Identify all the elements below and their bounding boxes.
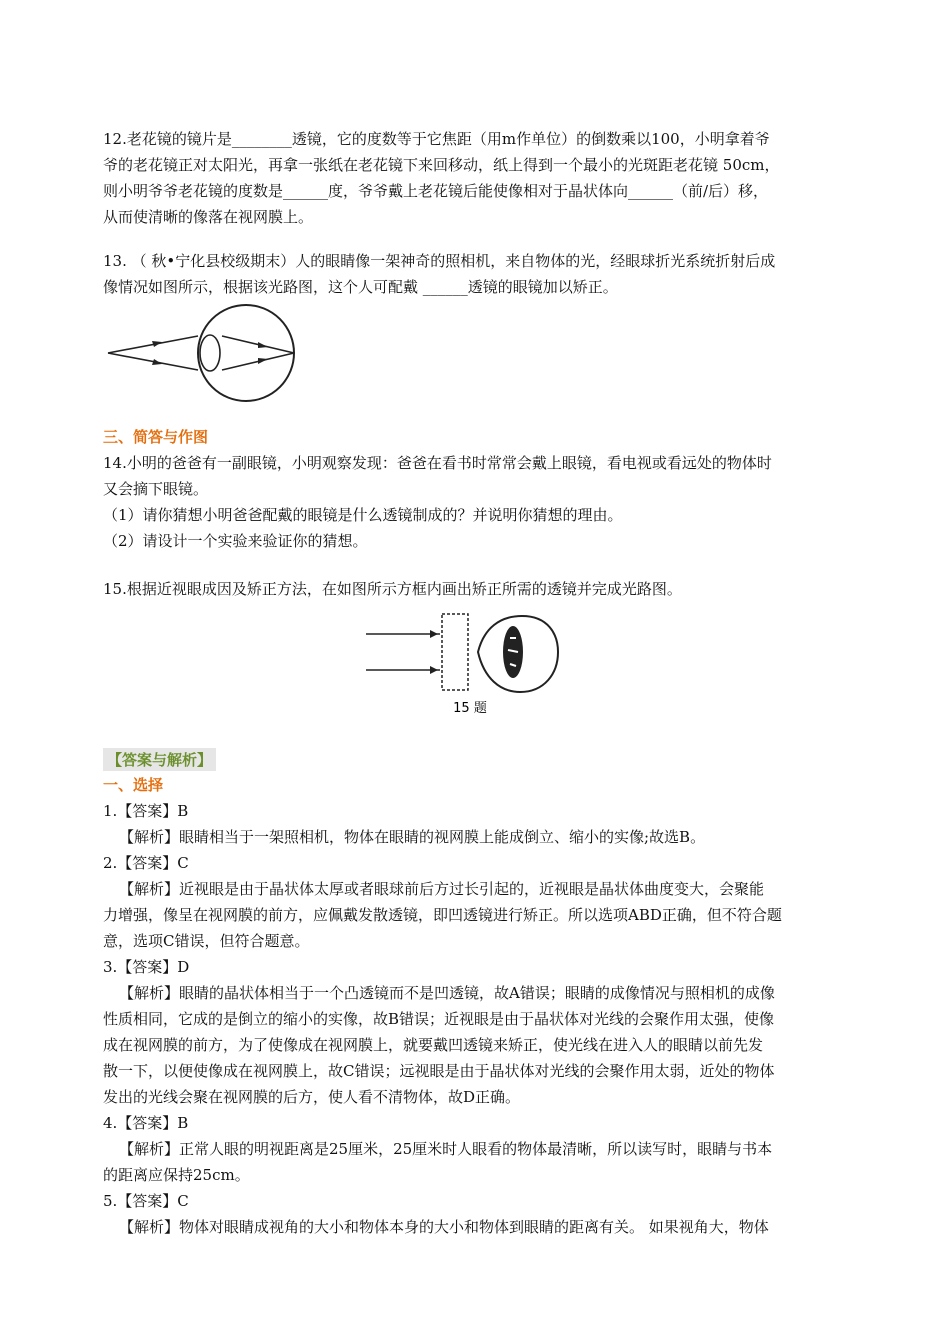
question-15 [103, 576, 853, 602]
answers-title: 【答案与解析】 [103, 748, 216, 771]
arrow-icon [258, 342, 268, 348]
question-13-line: 13. （ 秋•宁化县校级期末）人的眼睛像一架神奇的照相机，来自物体的光，经眼球折光系统折射后成 [103, 252, 776, 270]
analysis-line: 的距离应保持25cm。 [103, 1166, 250, 1184]
answer-list [103, 798, 853, 1240]
answer-label: 5.【答案】C [103, 1192, 189, 1210]
analysis-line: 【解析】眼睛相当于一架照相机，物体在眼睛的视网膜上能成倒立、缩小的实像;故选B。 [119, 828, 706, 846]
answer-label: 2.【答案】C [103, 854, 189, 872]
question-15-line: 15.根据近视眼成因及矫正方法，在如图所示方框内画出矫正所需的透镜并完成光路图。 [103, 580, 682, 598]
arrow-icon [152, 341, 162, 347]
section-heading: 三、简答与作图 [103, 428, 209, 446]
lens-shape [200, 335, 220, 371]
question-13-line: 像情况如图所示，根据该光路图，这个人可配戴 ______透镜的眼镜加以矫正。 [103, 278, 618, 296]
arrow-icon [152, 359, 162, 365]
answer-label: 4.【答案】B [103, 1114, 189, 1132]
question-14-line: 14.小明的爸爸有一副眼镜，小明观察发现：爸爸在看书时常常会戴上眼镜，看电视或看远处的物体时 [103, 454, 772, 472]
arrow-icon [430, 630, 438, 638]
question-12-line: 12.老花镜的镜片是________透镜，它的度数等于它焦距（用m作单位）的倒数乘以100，小明拿着爷 [103, 130, 770, 148]
eyeball-outline [198, 305, 294, 401]
figure-caption: 15 题 [453, 701, 487, 716]
analysis-line: 散一下，以便使像成在视网膜上，故C错误；远视眼是由于晶状体对光线的会聚作用太弱，近处的物体 [103, 1062, 775, 1080]
question-12-line: 从而使清晰的像落在视网膜上。 [103, 208, 314, 226]
answer-label: 3.【答案】D [103, 958, 190, 976]
question-14-line: 又会摘下眼镜。 [103, 480, 209, 498]
section-heading: 一、选择 [103, 776, 164, 794]
arrow-icon [258, 358, 268, 364]
arrow-icon [430, 666, 438, 674]
incoming-ray-bottom [108, 353, 198, 370]
question-14-line: （2）请设计一个实验来验证你的猜想。 [103, 532, 368, 550]
analysis-line: 【解析】物体对眼睛成视角的大小和物体本身的大小和物体到眼睛的距离有关。 如果视角大，物体 [119, 1218, 769, 1236]
question-12 [103, 126, 853, 230]
analysis-line: 【解析】眼睛的晶状体相当于一个凸透镜而不是凹透镜，故A错误；眼睛的成像情况与照相机的成像 [119, 984, 775, 1002]
analysis-line: 性质相同，它成的是倒立的缩小的实像，故B错误；近视眼是由于晶状体对光线的会聚作用太强，使像 [103, 1010, 775, 1028]
analysis-line: 成在视网膜的前方，为了使像成在视网膜上，就要戴凹透镜来矫正，使光线在进入人的眼睛以前先发 [103, 1036, 764, 1054]
analysis-line: 【解析】正常人眼的明视距离是25厘米，25厘米时人眼看的物体最清晰，所以读写时，眼睛与书本 [119, 1140, 773, 1158]
analysis-line: 【解析】近视眼是由于晶状体太厚或者眼球前后方过长引起的，近视眼是晶状体曲度变大，会聚能 [119, 880, 765, 898]
incoming-ray-top [108, 336, 198, 353]
question-12-line: 则小明爷爷老花镜的度数是______度，爷爷戴上老花镜后能使像相对于晶状体向______（前/后）移， [103, 182, 769, 200]
lens-placeholder-box [442, 614, 468, 690]
question-14-line: （1）请你猜想小明爸爸配戴的眼镜是什么透镜制成的？并说明你猜想的理由。 [103, 506, 623, 524]
answer-label: 1.【答案】B [103, 802, 189, 820]
question-12-line: 爷的老花镜正对太阳光，再拿一张纸在老花镜下来回移动，纸上得到一个最小的光斑距老花镜 50cm， [103, 156, 780, 174]
myopia-correction-figure [360, 608, 560, 720]
question-13 [103, 248, 853, 300]
eye-lightpath-figure [100, 300, 310, 410]
analysis-line: 发出的光线会聚在视网膜的后方，使人看不清物体，故D正确。 [103, 1088, 521, 1106]
analysis-line: 力增强，像呈在视网膜的前方，应佩戴发散透镜，即凹透镜进行矫正。所以选项ABD正确，但不符合题 [103, 906, 782, 924]
analysis-line: 意，选项C错误，但符合题意。 [103, 932, 310, 950]
question-14 [103, 450, 853, 554]
